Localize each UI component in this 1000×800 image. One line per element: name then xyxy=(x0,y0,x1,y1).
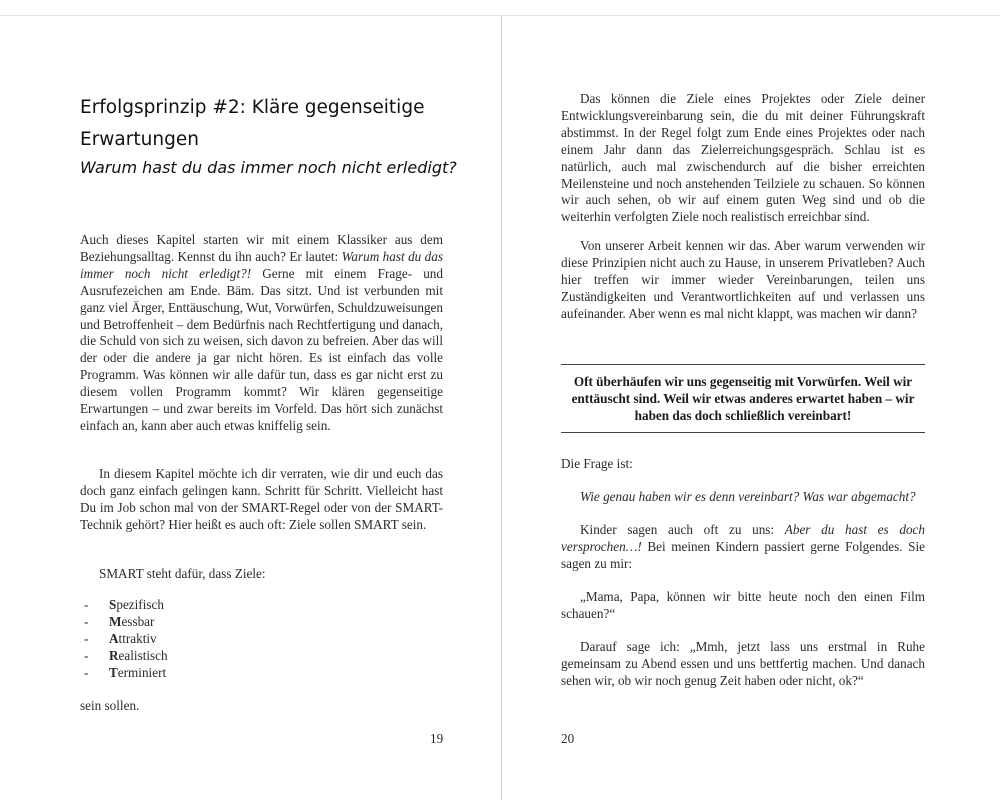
list-initial: R xyxy=(109,647,119,663)
paragraph-kids xyxy=(561,522,925,573)
paragraph-question-italic: Wie genau haben wir es denn vereinbart? Was war abgemacht? xyxy=(580,489,916,504)
smart-list xyxy=(80,597,280,682)
paragraph-intro xyxy=(80,232,443,435)
paragraph-kids-quote: „Mama, Papa, können wir bitte heute noch den einen Film schauen?“ xyxy=(561,589,925,621)
inline-quote: Aber du hast es doch versprochen…! xyxy=(561,522,925,554)
list-text: essbar xyxy=(121,613,155,629)
list-item xyxy=(80,631,280,648)
chapter-subtitle: Warum hast du das immer noch nicht erledigt? xyxy=(80,158,457,177)
inline-quote: Warum hast du das immer noch nicht erledigt?! xyxy=(80,248,443,281)
page-number-left: 19 xyxy=(430,731,444,746)
list-dash: - xyxy=(84,613,89,629)
page-number-right: 20 xyxy=(561,731,575,746)
list-text: pezifisch xyxy=(116,597,164,612)
list-dash: - xyxy=(84,597,89,612)
paragraph-goals: Das können die Ziele eines Projektes oder Ziele deiner Entwicklungsvereinbarung sein, die du mit deiner Führungskraft abstimmst. In der Regel folgt zum Ende eines Projektes oder nach einem Jahr dann das Zielerreichungsgespräch. Schlau ist es natürlich, auch mal zwischendurch auf die bisher erreichten Meilensteine und noch anstehenden Teilziele zu schauen. So können wir auch sehen, ob wir auf einem guten Weg sind und ob die weiterhin verfolgten Ziele noch realistisch erreichbar sind. xyxy=(561,91,925,225)
list-item xyxy=(80,665,280,682)
paragraph-private-life: Von unserer Arbeit kennen wir das. Aber warum verwenden wir diese Prinzipien nicht auch zu Hause, in unserem Privatleben? Auch hier treffen wir immer wieder Vereinbarungen, teilen uns Zuständigkeiten und Verantwortlichkeiten auf und verlassen uns aufeinander. Aber wenn es mal nicht klappt, was machen wir dann? xyxy=(561,238,925,321)
list-text: ttraktiv xyxy=(118,630,157,646)
paragraph-text: Gerne mit einem Frage- und Ausrufezeichen am Ende. Bäm. Das sitzt. Und ist verbunden mit ganz viel Ärger, Enttäuschung, Wut, Vorwürfen, Schuldzuweisungen und Betroffenheit – dem Bedürfnis nach Rechtfertigung und danach, die Schuld von sich zu weisen, sich davon zu befreien. Aber das will der oder die andere ja gar nicht hören. Es ist einfach das volle Programm. Was können wir alle dafür tun, dass es gar nicht erst zu diesem vollen Programm kommt? Wir klären gegenseitige Erwartungen – und zwar bereits im Vorfeld. Das hört sich zunächst einfach an, kann aber auch etwas kniffelig sein. xyxy=(80,265,443,433)
list-text: erminiert xyxy=(117,664,167,680)
paragraph-smart-intro: In diesem Kapitel möchte ich dir verraten, wie dir und euch das doch ganz einfach gelingen kann. Schritt für Schritt. Vielleicht hast Du im Job schon mal von der SMART-Regel oder von der SMART-Technik gehört? Hier heißt es auch oft: Ziele sollen SMART sein. xyxy=(80,466,443,532)
paragraph-question: Die Frage ist: xyxy=(561,456,633,471)
paragraph-smart-definition: SMART steht dafür, dass Ziele: xyxy=(99,566,266,581)
list-dash: - xyxy=(84,664,89,680)
paragraph-closing: sein sollen. xyxy=(80,698,140,713)
list-item xyxy=(80,648,280,665)
paragraph-text: Bei meinen Kindern passiert gerne Folgendes. Sie sagen zu mir: xyxy=(561,538,925,571)
list-dash: - xyxy=(84,647,89,663)
list-item xyxy=(80,614,280,631)
list-item xyxy=(80,597,280,614)
highlight-quote: Oft überhäufen wir uns gegenseitig mit Vorwürfen. Weil wir enttäuscht sind. Weil wir etwas anderes erwartet haben – wir haben das doch schließlich vereinbart! xyxy=(561,364,925,433)
right-page xyxy=(502,0,1000,800)
paragraph-text: Kinder sagen auch oft zu uns: xyxy=(580,522,785,537)
chapter-title: Erfolgsprinzip #2: Kläre gegenseitige Erwartungen xyxy=(80,97,425,150)
list-text: ealistisch xyxy=(118,647,168,663)
list-initial: T xyxy=(109,664,118,680)
list-initial: M xyxy=(109,613,122,629)
list-initial: S xyxy=(109,597,117,612)
paragraph-text: Auch dieses Kapitel starten wir mit einem Klassiker aus dem Beziehungsalltag. Kennst du ihn auch? Er lautet: xyxy=(80,232,443,264)
list-initial: A xyxy=(109,630,119,646)
paragraph-answer: Darauf sage ich: „Mmh, jetzt lass uns erstmal in Ruhe gemeinsam zu Abend essen und uns bettfertig machen. Und danach sehen wir, ob wir noch genug Zeit haben oder nicht, ok?“ xyxy=(561,639,925,688)
list-dash: - xyxy=(84,630,89,646)
